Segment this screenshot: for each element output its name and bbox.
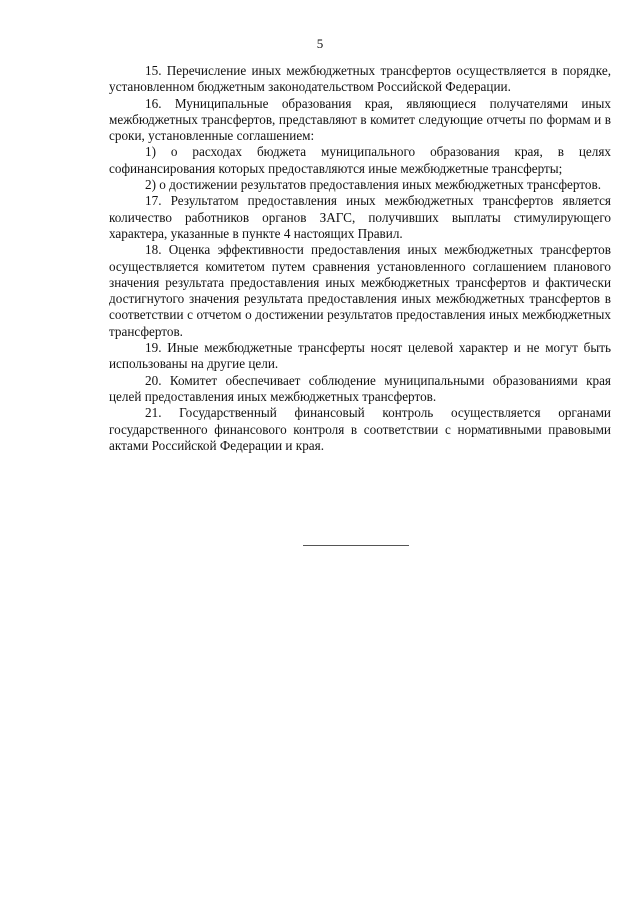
paragraph-18: 18. Оценка эффективности предоставления иных межбюджетных трансфертов осуществляется комитетом путем сравнения установленного соглашением планового значения результата предоставления иных межбюджетных трансфертов и фактически достигнутого значения результата предоставления иных межбюджетных трансфертов в соответствии с отчетом о достижении результатов предоставления иных межбюджетных трансфертов.: [109, 242, 611, 339]
paragraph-20: 20. Комитет обеспечивает соблюдение муниципальными образованиями края целей предоставления иных межбюджетных трансфертов.: [109, 372, 611, 404]
paragraph-16-item-1: 1) о расходах бюджета муниципального образования края, в целях софинансирования которых предоставляются иные межбюджетные трансферты;: [109, 144, 611, 176]
paragraph-21: 21. Государственный финансовый контроль осуществляется органами государственного финансового контроля в соответствии с нормативными правовыми актами Российской Федерации и края.: [109, 405, 611, 453]
paragraph-15: 15. Перечисление иных межбюджетных трансфертов осуществляется в порядке, установленном бюджетным законодательством Российской Федерации.: [109, 63, 611, 95]
paragraph-16: 16. Муниципальные образования края, являющиеся получателями иных межбюджетных трансфертов, представляют в комитет следующие отчеты по формам и в сроки, установленные соглашением:: [109, 95, 611, 144]
page-number: 5: [316, 36, 324, 51]
paragraph-16-item-2: 2) о достижении результатов предоставления иных межбюджетных трансфертов.: [145, 177, 602, 193]
paragraph-19: 19. Иные межбюджетные трансферты носят целевой характер и не могут быть использованы на другие цели.: [109, 340, 611, 372]
document-body: [109, 63, 611, 454]
end-divider-line: [303, 545, 409, 546]
paragraph-17: 17. Результатом предоставления иных межбюджетных трансфертов является количество работников органов ЗАГС, получивших выплаты стимулирующего характера, указанные в пункте 4 настоящих Правил.: [109, 193, 611, 241]
